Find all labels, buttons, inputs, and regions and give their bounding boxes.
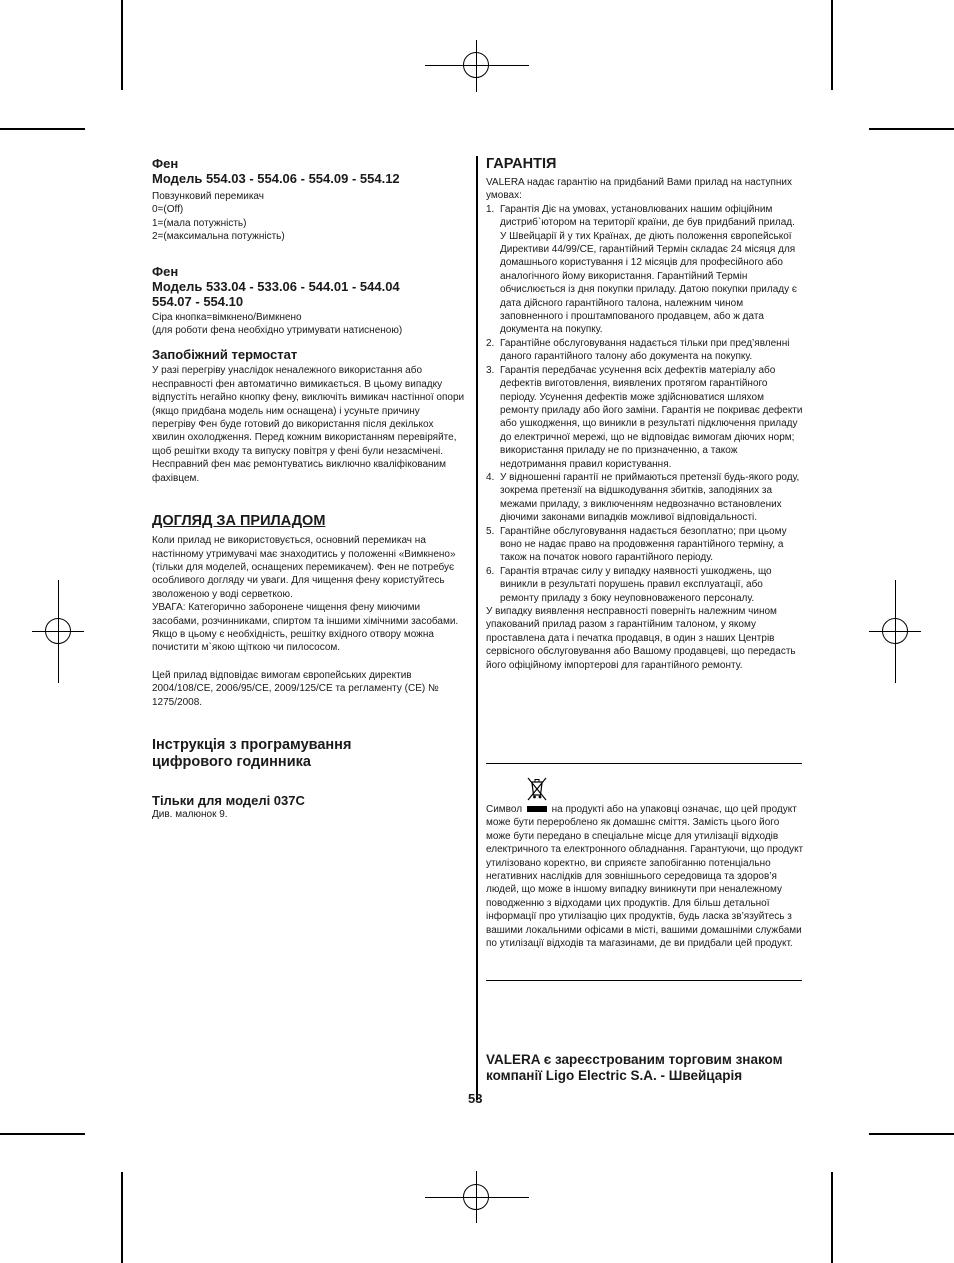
left-column [152,156,466,821]
trademark-line: VALERA є зареєстрованим торговим знаком [486,1052,783,1067]
crop-mark [869,128,954,130]
hairdryer2-line: Сіра кнопка=вімкнено/Вимкнено [152,311,302,323]
disposal-body: на продукті або на упаковці означає, що цей продукт може бути перероблено як домашнє сміття. Замість цього його може бути передано в спеціальне місце для утилізації відходів електричного та електронного обладнання. Гарантуючи, що продукт утилізовано коректно, ви сприяєте запобіганню потенціально негативних наслідків для зовнішнього середовища та здоров’я людей, що може в іншому випадку виникнути при неналежному поводженню з відходами цих продуктів. Для більш детальної інформації про утилізацію цих продуктів, будь ласка зв’язуйтесь з вашими локальними офісами в місті, вашими домашніми службами по утилізації відходів та магазинами, де ви придбали цей продукт. [486,804,804,950]
weee-bar-icon [527,806,547,812]
clock-subtitle: Тільки для моделі 037C [152,792,305,808]
separator-line [486,980,802,981]
hairdryer1-line: 1=(мала потужність) [152,217,247,229]
care-paragraph: Коли прилад не використовується, основний перемикач на настінному утримувачі має знаходитись у положенні «Вимкнено» (тільки для моделей, оснащених перемикачем). Фен не потребує особливого догляду чи уваги. Для чищення фену користуйтесь зволоженою у воді серветкою. [152,535,456,600]
hairdryer1-line: 0=(Off) [152,204,184,216]
warranty-intro: VALERA надає гарантію на придбаний Вами прилад на наступних умовах: [486,177,793,202]
column-divider [476,156,478,1100]
clock-text: Див. малюнок 9. [152,808,228,820]
crop-mark [121,0,123,90]
warranty-item: 3. Гарантія передбачає усунення всіх дефектів матеріалу або дефектів виготовлення, виявлених протягом гарантійного періоду. Усунення дефектів може здійснюватися шляхом ремонту приладу або його заміни. Гарантія не покриває дефекти або ушкодження, що виникли в результаті підключення приладу до електричної мережі, що не відповідає вимогам діючих норм; використання приладу не по призначенню, а також недотримання правил користування. [486,364,803,470]
warranty-outro: У випадку виявлення несправності поверніть належним чином упакований прилад разом з гарантійним талоном, у якому проставлена дата і печатка продавця, в один з наших Центрів сервісного обслуговування або Вашому продавцеві, що передасть його офіційному імпортерові для гарантійного ремонту. [486,606,796,671]
warranty-item: 4. У відношенні гарантії не приймаються претензії будь-якого роду, зокрема претензії на відшкодування збитків, заподіяних за межами приладу, з виключенням недвозначно встановлених діючими законами випадків можливої відповідальності. [486,471,800,524]
warranty-item: 6. Гарантія втрачає силу у випадку наявності ушкоджень, що виникли в результаті порушень правил експлуатації, або ремонту приладу з боку неуповноваженого персоналу. [486,565,772,604]
hairdryer1-line: 2=(максимальна потужність) [152,231,285,243]
warranty-item: 5. Гарантійне обслуговування надається безоплатно; при цьому воно не надає право на продовження гарантійного терміну, а також на початок нового гарантійного періоду. [486,525,787,564]
clock-title: цифрового годинника [152,753,311,770]
crop-mark [831,0,833,90]
registration-mark [463,1184,489,1210]
warranty-item: 2. Гарантійне обслуговування надається тільки при пред’явленні даного гарантійного талону або документа на покупку. [486,337,790,363]
hairdryer2-model: Модель 533.04 - 533.06 - 544.01 - 544.04 [152,278,400,294]
thermostat-title: Запобіжний термостат [152,347,298,363]
right-column [486,156,804,672]
disposal-text [486,803,804,950]
trademark-line: компанії Ligo Electric S.A. - Швейцарія [486,1068,743,1083]
care-warning: УВАГА: Категорично заборонене чищення фену миючими засобами, розчинниками, спиртом та іншими хімічними засобами. [152,602,459,627]
thermostat-text: У разі перегріву унаслідок неналежного використання або несправності фен автоматично вимикається. В цьому випадку відпустіть негайно кнопку фену, виключіть вимикач настінної опори (якщо придбана модель ним оснащена) і усуньте причину перегріву Фен буде готовий до використання після декількох хвилин охолодження. Перед кожним використанням перевіряйте, щоб решітки входу та випуску повітря у фені були незасмічені. Несправний фен має ремонтуватись виключно кваліфікованим фахівцем. [152,365,465,484]
registration-mark [463,52,489,78]
hairdryer1-line: Повзунковий перемикач [152,191,264,202]
registration-mark [45,618,71,644]
page-number: 53 [468,1091,483,1106]
registration-mark [882,618,908,644]
crop-mark [0,128,85,130]
warranty-list [486,203,804,605]
trademark-section [486,1052,816,1084]
hairdryer2-title: Фен [152,263,179,279]
hairdryer2-line: (для роботи фена необхідно утримувати натисненою) [152,325,403,337]
warranty-title: ГАРАНТІЯ [486,156,557,172]
weee-bin-icon [526,776,548,802]
directives-text: Цей прилад відповідає вимогам європейських директив 2004/108/CE, 2006/95/CE, 2009/125/CE та регламенту (CE) № 1275/2008. [152,669,439,708]
crop-mark [831,1172,833,1263]
hairdryer1-title: Фен [152,156,179,171]
crop-mark [121,1172,123,1263]
crop-mark [869,1133,954,1135]
separator-line [486,763,802,764]
hairdryer1-model: Модель 554.03 - 554.06 - 554.09 - 554.12 [152,171,400,186]
warranty-item: 1. Гарантія Діє на умовах, установлюваних нашим офіційним дистриб`ютором на території країни, де був придбаний прилад. У Швейцарії й у тих Країнах, де діють положення європейської Директиви 44/99/CE, гарантійний Термін складає 24 місяця для домашнього користування і 12 місяців для професійного або аналогічного йому використання. Гарантійний Термін обчислюється із дня покупки приладу. Датою покупки приладу є дата дійсного гарантійного талона, належним чином заповненного і проштампованого продавцем, або ж дата документа на покупку. [486,203,797,336]
clock-title: Інструкція з програмування [152,736,352,753]
crop-mark [0,1133,85,1135]
care-title: ДОГЛЯД ЗА ПРИЛАДОМ [152,513,326,530]
disposal-section [486,803,804,950]
disposal-symbol-word: Символ [486,804,523,815]
hairdryer2-model: 554.07 - 554.10 [152,293,244,309]
care-paragraph: Якщо в цьому є необхідність, решітку вхідного отвору можна почистити м`якою щіткою чи пилососом. [152,628,434,654]
